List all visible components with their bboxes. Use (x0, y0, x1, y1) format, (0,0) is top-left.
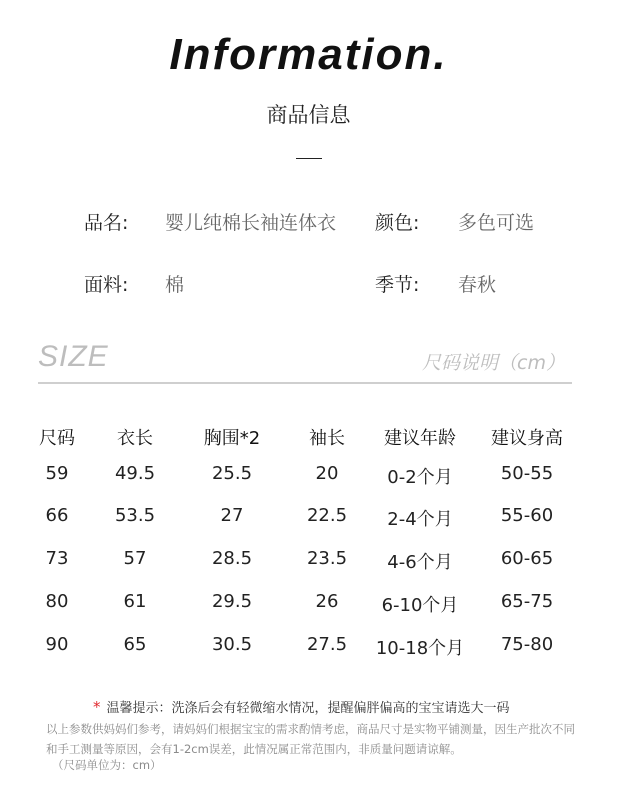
size-divider (38, 382, 572, 384)
table-cell: 20 (315, 463, 339, 484)
season-label: 季节: (375, 274, 420, 296)
table-cell: 61 (123, 591, 147, 612)
page-subtitle: 商品信息 (266, 103, 351, 127)
table-header-cell: 尺码 (39, 428, 75, 449)
season-value: 春秋 (458, 274, 497, 296)
table-cell: 80 (45, 591, 69, 612)
table-cell: 75-80 (500, 634, 554, 655)
table-cell: 73 (45, 548, 69, 569)
table-cell: 28.5 (211, 548, 253, 569)
tip-note (93, 697, 510, 716)
table-cell: 90 (45, 634, 69, 655)
table-cell: 6-10个月 (381, 595, 459, 616)
table-cell: 29.5 (211, 591, 253, 612)
table-cell: 27.5 (306, 634, 348, 655)
table-cell: 65-75 (500, 591, 554, 612)
title-divider (296, 158, 322, 159)
table-cell: 22.5 (306, 505, 348, 526)
table-cell: 59 (45, 463, 69, 484)
name-label: 品名: (84, 212, 129, 234)
table-cell: 10-18个月 (375, 638, 465, 659)
page-title: Information. (169, 30, 448, 79)
size-title-en: SIZE (38, 340, 109, 373)
table-header-cell: 胸围*2 (203, 428, 261, 449)
table-header-cell: 衣长 (117, 428, 153, 449)
table-cell: 30.5 (211, 634, 253, 655)
tip-text: 温馨提示：洗涤后会有轻微缩水情况，提醒偏胖偏高的宝宝请选大一码 (106, 701, 510, 716)
color-label: 颜色: (375, 212, 420, 234)
table-cell: 53.5 (114, 505, 156, 526)
table-cell: 55-60 (500, 505, 554, 526)
table-cell: 57 (123, 548, 147, 569)
unit-note: （尺码单位为：cm） (52, 758, 162, 772)
table-cell: 2-4个月 (387, 509, 453, 530)
table-header-cell: 建议身高 (491, 428, 563, 449)
size-title-cn: 尺码说明（cm） (422, 352, 565, 374)
table-cell: 50-55 (500, 463, 554, 484)
star-icon: * (93, 698, 101, 716)
table-cell: 66 (45, 505, 69, 526)
table-cell: 25.5 (211, 463, 253, 484)
table-header-cell: 建议年龄 (384, 428, 456, 449)
table-cell: 49.5 (114, 463, 156, 484)
table-header-cell: 袖长 (309, 428, 345, 449)
table-cell: 0-2个月 (387, 467, 453, 488)
disclaimer-note: 以上参数供妈妈们参考，请妈妈们根据宝宝的需求酌情考虑，商品尺寸是实物平铺测量，因生产批次不同和手工测量等原因，会有1-2cm误差，此情况属正常范围内，非质量问题请谅解。 (46, 722, 575, 756)
table-cell: 23.5 (306, 548, 348, 569)
table-cell: 60-65 (500, 548, 554, 569)
table-cell: 4-6个月 (387, 552, 453, 573)
table-cell: 65 (123, 634, 147, 655)
fabric-value: 棉 (165, 274, 185, 296)
color-value: 多色可选 (458, 212, 535, 234)
table-cell: 27 (220, 505, 244, 526)
name-value: 婴儿纯棉长袖连体衣 (165, 212, 337, 234)
fabric-label: 面料: (84, 274, 129, 296)
table-cell: 26 (315, 591, 339, 612)
